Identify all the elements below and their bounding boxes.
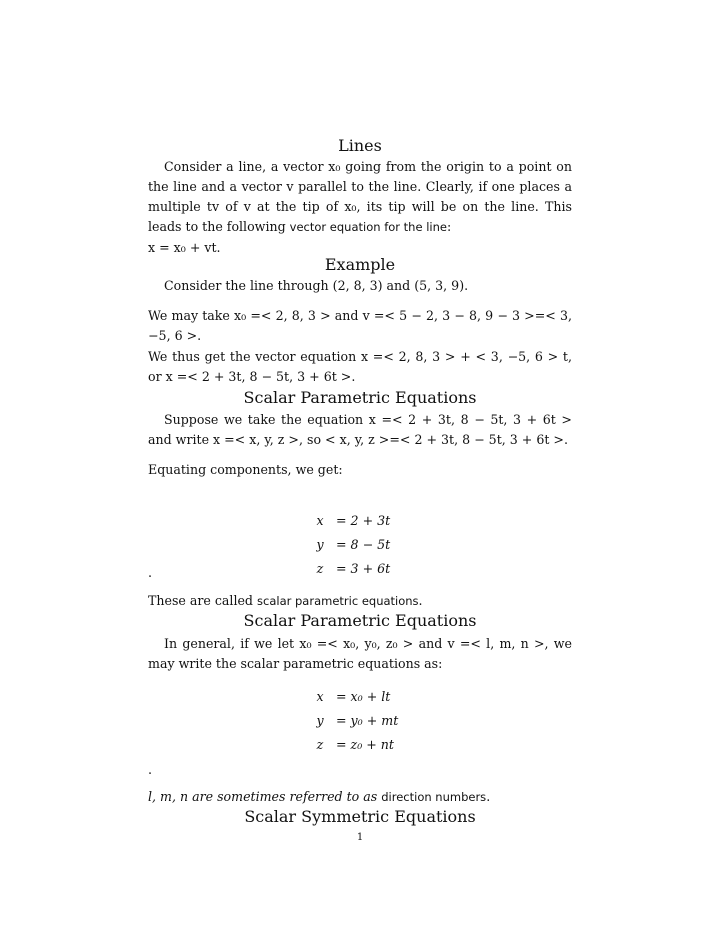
equation-rhs: = 3 + 6t [336, 561, 391, 576]
heading-scalar-symmetric: Scalar Symmetric Equations [244, 807, 476, 826]
equation-rhs: = 2 + 3t [336, 513, 391, 528]
equation-lhs: y [316, 713, 324, 728]
page-number: 1 [356, 832, 364, 843]
example-paragraph-3: We thus get the vector equation x =< 2, 8, 3 > + < 3, −5, 6 > t, or x =< 2 + 3t, 8 − 5t, 3 + 6t >. [148, 349, 572, 384]
vector-equation-term: vector equation for the line [289, 220, 447, 234]
equation-lhs: z [316, 737, 324, 752]
equation-row [0, 511, 720, 533]
scalar2-period: . [148, 762, 153, 777]
equation-rhs: = y₀ + mt [336, 713, 399, 728]
scalar1-closing-period: . [418, 593, 423, 608]
heading-example: Example [324, 255, 396, 274]
example-paragraph-1: Consider the line through (2, 8, 3) and (5, 3, 9). [164, 278, 469, 293]
example-paragraph-2: We may take x₀ =< 2, 8, 3 > and v =< 5 − 2, 3 − 8, 9 − 3 >=< 3, −5, 6 >. [148, 308, 572, 343]
equation-lhs: z [316, 561, 324, 576]
equation-lhs: x [316, 689, 324, 704]
lines-paragraph [148, 157, 572, 237]
scalar-parametric-term: scalar parametric equations [257, 594, 419, 608]
equation-row [0, 535, 720, 557]
equation-rhs: = z₀ + nt [336, 737, 394, 752]
equation-row [0, 735, 720, 757]
scalar2-closing-period: . [486, 789, 491, 804]
equation-rhs: = x₀ + lt [336, 689, 391, 704]
equation-lhs: x [316, 513, 324, 528]
lines-paragraph-text: Consider a line, a vector x₀ going from the origin to a point on the line and a vector v parallel to the line. Clearly, if one places a multiple tv of v at the tip of x₀, its tip will be on the line. This leads to the following [148, 159, 572, 234]
heading-scalar-parametric-2: Scalar Parametric Equations [243, 611, 477, 630]
equation-row [0, 711, 720, 733]
scalar1-period: . [148, 565, 153, 580]
lines-term-colon: : [446, 219, 452, 234]
equation-lhs: y [316, 537, 324, 552]
heading-lines: Lines [338, 136, 382, 155]
equation-row [0, 687, 720, 709]
equation-rhs: = 8 − 5t [336, 537, 391, 552]
scalar1-closing-text: These are called [148, 593, 253, 608]
scalar2-paragraph-1: In general, if we let x₀ =< x₀, y₀, z₀ > and v =< l, m, n >, we may write the scalar parametric equations as: [148, 636, 572, 671]
equation-row [0, 559, 720, 581]
heading-scalar-parametric-1: Scalar Parametric Equations [243, 388, 477, 407]
scalar1-paragraph-1: Suppose we take the equation x =< 2 + 3t, 8 − 5t, 3 + 6t > and write x =< x, y, z >, so < x, y, z >=< 2 + 3t, 8 − 5t, 3 + 6t >. [148, 412, 572, 447]
scalar2-closing-text: l, m, n are sometimes referred to as [148, 789, 378, 804]
direction-numbers-term: direction numbers [381, 790, 487, 804]
scalar1-closing [148, 591, 572, 611]
scalar1-paragraph-2: Equating components, we get: [148, 462, 343, 477]
scalar2-closing [148, 787, 572, 807]
vector-equation: x = x₀ + vt. [148, 240, 221, 255]
